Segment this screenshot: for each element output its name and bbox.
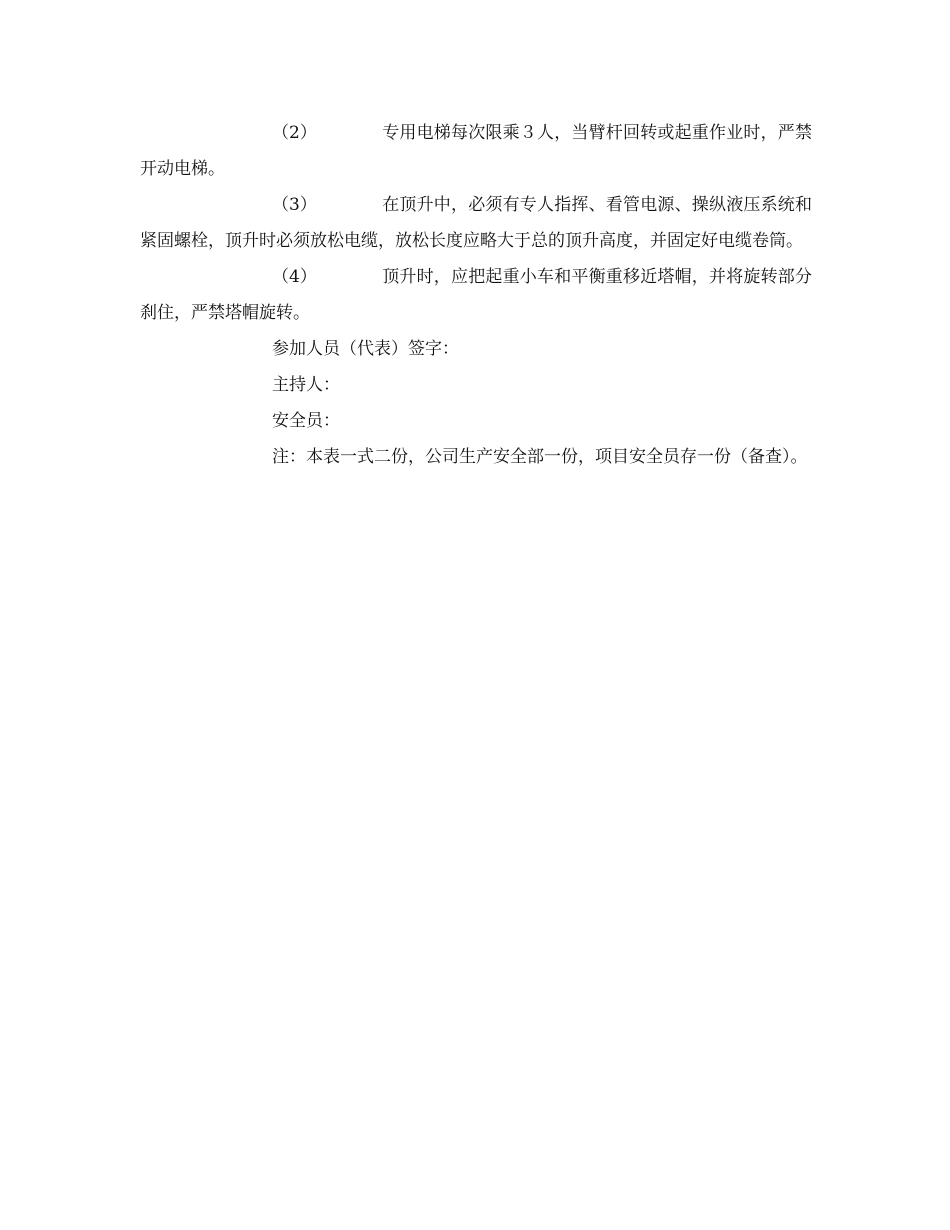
safety-officer-signature-label: 安全员： (272, 411, 340, 431)
footnote: 注：本表一式二份，公司生产安全部一份，项目安全员存一份（备查）。 (272, 447, 808, 467)
item-text: 在顶升中，必须有专人指挥、看管电源、操纵液压系统和紧固螺栓，顶升时必须放松电缆，放松长度应略大于总的顶升高度，并固定好电缆卷筒。 (140, 195, 812, 251)
host-signature-label: 主持人： (272, 375, 340, 395)
item-text: 顶升时，应把起重小车和平衡重移近塔帽，并将旋转部分刹住，严禁塔帽旋转。 (140, 267, 812, 323)
participants-signature-label: 参加人员（代表）签字： (272, 339, 459, 359)
list-item (140, 115, 812, 187)
document-body (140, 115, 812, 475)
list-item (140, 259, 812, 331)
list-item (140, 187, 812, 259)
item-number: （2） (272, 123, 317, 143)
item-number: （4） (272, 267, 317, 287)
item-text: 专用电梯每次限乘３人，当臂杆回转或起重作业时，严禁开动电梯。 (140, 123, 812, 179)
item-number: （3） (272, 195, 317, 215)
